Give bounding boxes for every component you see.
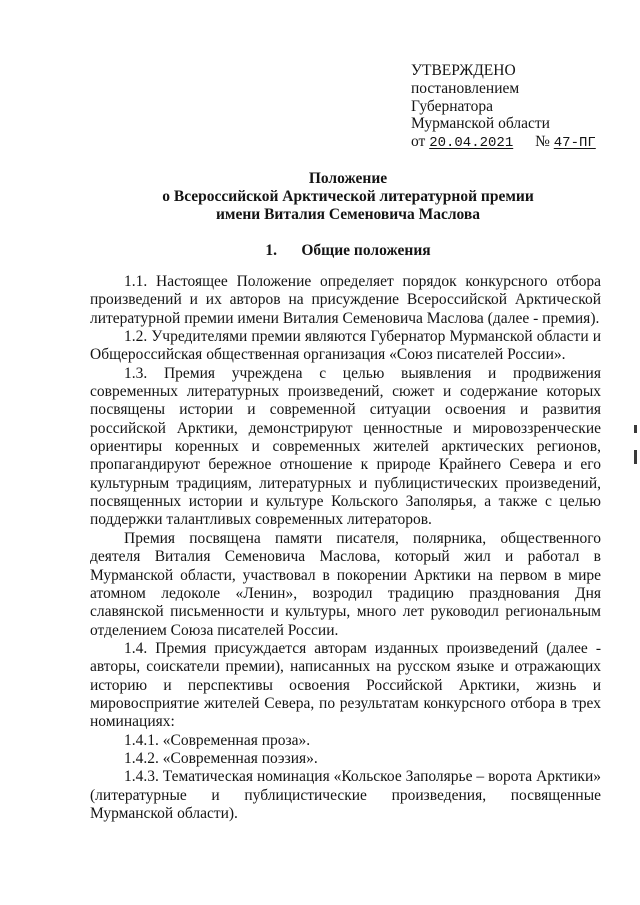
approval-line: постановлением (411, 79, 520, 97)
number-prefix: № (535, 133, 550, 151)
paragraph: 1.1. Настоящее Положение определяет порядок конкурсного отбора произведений и их авторов на присуждение Всероссийской Арктической литературной премии имени Виталия Семеновича Маслова (далее - премия). (90, 273, 601, 327)
scan-edge-mark (634, 450, 637, 464)
paragraph: 1.4.2. «Современная поэзия». (124, 749, 318, 767)
approval-date: 20.04.2021 (429, 135, 514, 152)
paragraph: 1.4. Премия присуждается авторам изданных произведений (далее - авторы, соискатели премии), написанных на русском языке и отражающих историю и перспективы освоения Российской Арктики, жизнь и мировосприятие жителей Севера, по результатам конкурсного отбора в трех номинациях: (90, 639, 601, 731)
section-number: 1. (265, 242, 277, 259)
title-line: Положение (308, 170, 388, 187)
approval-line: Мурманской области (411, 115, 550, 133)
section-heading (90, 242, 606, 260)
paragraph: Премия посвящена памяти писателя, полярника, общественного деятеля Виталия Семеновича Маслова, который жил и работал в Мурманской области, участвовал в покорении Арктики на первом в мире атомном ледоколе «Ленин», возродил традицию празднования Дня славянской письменности и культуры, много лет руководил региональным отделением Союза писателей России. (90, 529, 601, 639)
paragraph: 1.4.3. Тематическая номинация «Кольское Заполярье – ворота Арктики» (литературные и публицистические произведения, посвященные Мурманской области). (90, 768, 601, 822)
date-prefix: от (411, 133, 426, 151)
document-title (90, 170, 606, 223)
approval-date-line (411, 133, 611, 153)
approval-heading: УТВЕРЖДЕНО (411, 62, 516, 79)
paragraph: 1.3. Премия учреждена с целью выявления и продвижения современных литературных произведений, сюжет и содержание которых посвящены истории и современной ситуации освоения и развития российской Арктики, демонстрируют ценностные и мировоззренческие ориентиры коренных и современных жителей арктических регионов, пропагандируют бережное отношение к природе Крайнего Севера и его культурным традициям, литературных и публицистических произведений, посвященных истории и культуре Кольского Заполярья, а также с целью поддержки талантливых современных литераторов. (90, 364, 601, 529)
scan-edge-mark (634, 425, 637, 433)
section-title: Общие положения (301, 242, 431, 259)
paragraph: 1.4.1. «Современная проза». (124, 731, 311, 749)
paragraph: 1.2. Учредителями премии являются Губернатор Мурманской области и Общероссийская общественная организация «Союз писателей России». (90, 328, 601, 364)
approval-number: 47-ПГ (553, 135, 596, 152)
title-line: имени Виталия Семеновича Маслова (215, 205, 481, 223)
approval-stamp (411, 62, 611, 153)
document-body (90, 273, 601, 823)
approval-line: Губернатора (411, 97, 493, 115)
title-line: о Всероссийской Арктической литературной премии (162, 187, 534, 205)
